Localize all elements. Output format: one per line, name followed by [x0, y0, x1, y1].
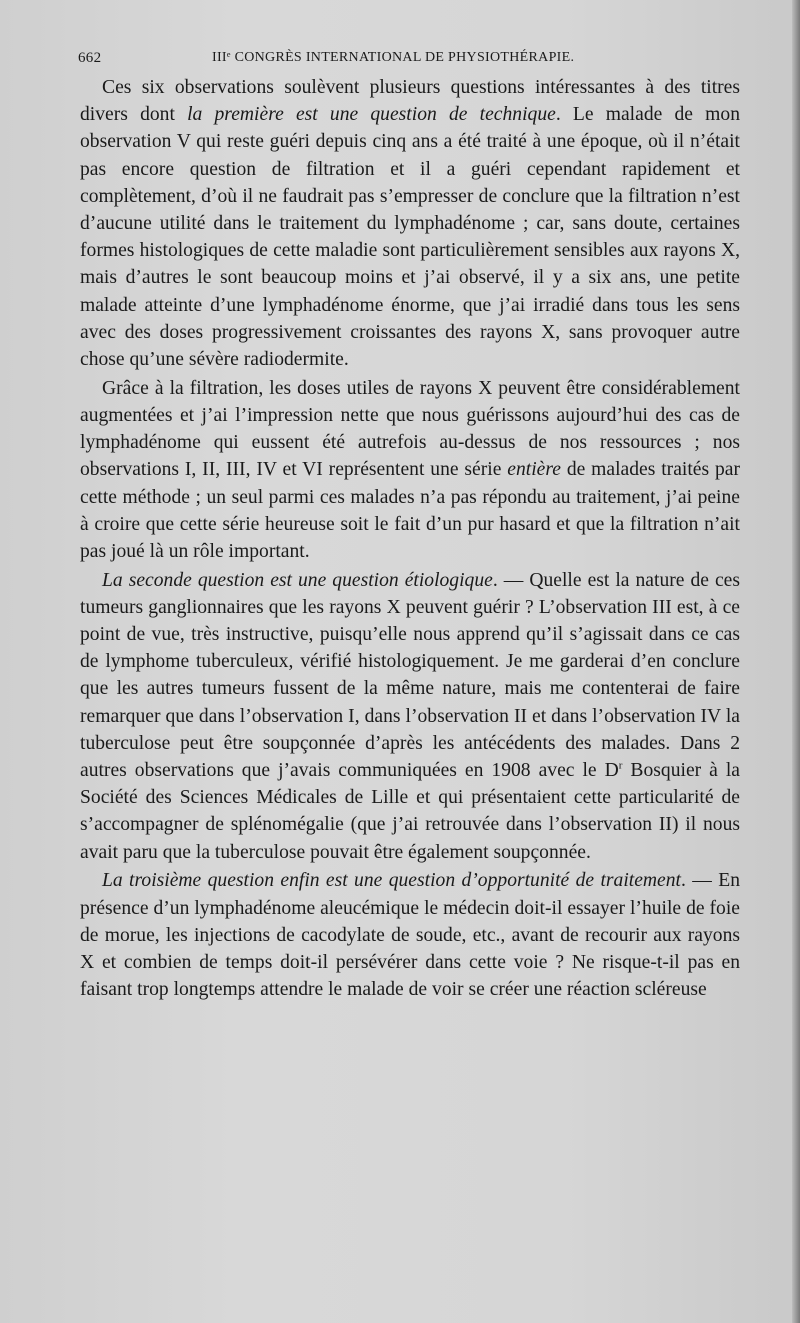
p3-text-a: . — Quelle est la nature de ces tumeurs ganglionnaires que les rayons X peuvent guérir ? L’observation III est, à ce point de vue, très instructive, puisqu’elle nous apprend qu’il s’agissait dans ce cas de lymphome tuberculeux, vérifié histologiquement. Je me garderai d’en conclure que les autres tumeurs fussent de la même nature, mais me contenterai de faire remarquer que dans l’observation I, dans l’observation II et dans l’observation IV la tuberculose peut être soupçonnée d’après les antécédents des malades. Dans 2 autres observations que j’avais communiquées en 1908 avec le D: [80, 569, 740, 782]
p2-text-a: Grâce à la filtration, les doses utiles de rayons X peuvent être considérablement augmentées et j’ai l’impression nette que nous guérissons aujourd’hui des cas de lymphadénome qui eussent été autrefois au-dessus de nos ressources ; nos observations I, II, III, IV et VI représentent une série: [80, 377, 740, 481]
p1-italic: la première est une question de technique: [187, 104, 556, 126]
paragraph-1: [80, 74, 740, 373]
p4-text-a: . — En présence d’un lymphadénome aleucémique le médecin doit-il essayer l’huile de foie de morue, les injections de cacodylate de soude, etc., avant de recourir aux rayons X et combien de temps doit-il persévérer dans cette voie ? Ne risque-t-il pas en faisant trop longtemps attendre le malade de voir se créer une réaction scléreuse: [80, 870, 740, 1001]
p3-superscript: r: [618, 759, 623, 772]
p2-italic: entière: [507, 459, 561, 481]
p2-text-b: de malades traités par cette méthode ; un seul parmi ces malades n’a pas répondu au traitement, j’ai peine à croire que cette série heureuse soit le fait d’un pur hasard et que la filtration n’ait pas joué là un rôle important.: [80, 459, 740, 562]
p4-italic: La troisième question enfin est une question d’opportunité de traitement: [102, 870, 681, 892]
running-title: IIIᵉ CONGRÈS INTERNATIONAL DE PHYSIOTHÉRAPIE.: [212, 50, 575, 65]
paragraph-4: [80, 867, 740, 1003]
paragraph-2: [80, 375, 740, 565]
p3-italic: La seconde question est une question étiologique: [102, 569, 493, 591]
page-number: 662: [78, 50, 102, 66]
p1-text-a: Ces six observations soulèvent plusieurs questions intéressantes à des titres divers dont: [80, 77, 740, 126]
paragraph-3: [80, 567, 740, 866]
running-header: [70, 46, 742, 72]
body-text: [80, 74, 740, 1005]
p3-text-b: Bosquier à la Société des Sciences Médicales de Lille et qui présentaient cette particularité de s’accompagner de splénomégalie (que j’ai retrouvée dans l’observation II) il nous avait paru que la tuberculose pouvait être également soupçonnée.: [80, 760, 740, 863]
page-edge-shadow: [792, 0, 800, 1323]
p1-text-b: . Le malade de mon observation V qui reste guéri depuis cinq ans a été traité à une époque, où il n’était pas encore question de filtration et il a guéri cependant rapidement et complètement, d’où il ne faudrait pas s’empresser de conclure que la filtration n’est d’aucune utilité dans le traitement du lymphadénome ; car, sans doute, certaines formes histologiques de cette maladie sont particulièrement sensibles aux rayons X, mais d’autres le sont beaucoup moins et j’ai observé, il y a six ans, une petite malade atteinte d’une lymphadénome énorme, que j’ai irradié dans tous les sens avec des doses progressivement croissantes des rayons X, sans provoquer autre chose qu’une sévère radiodermite.: [80, 104, 740, 371]
